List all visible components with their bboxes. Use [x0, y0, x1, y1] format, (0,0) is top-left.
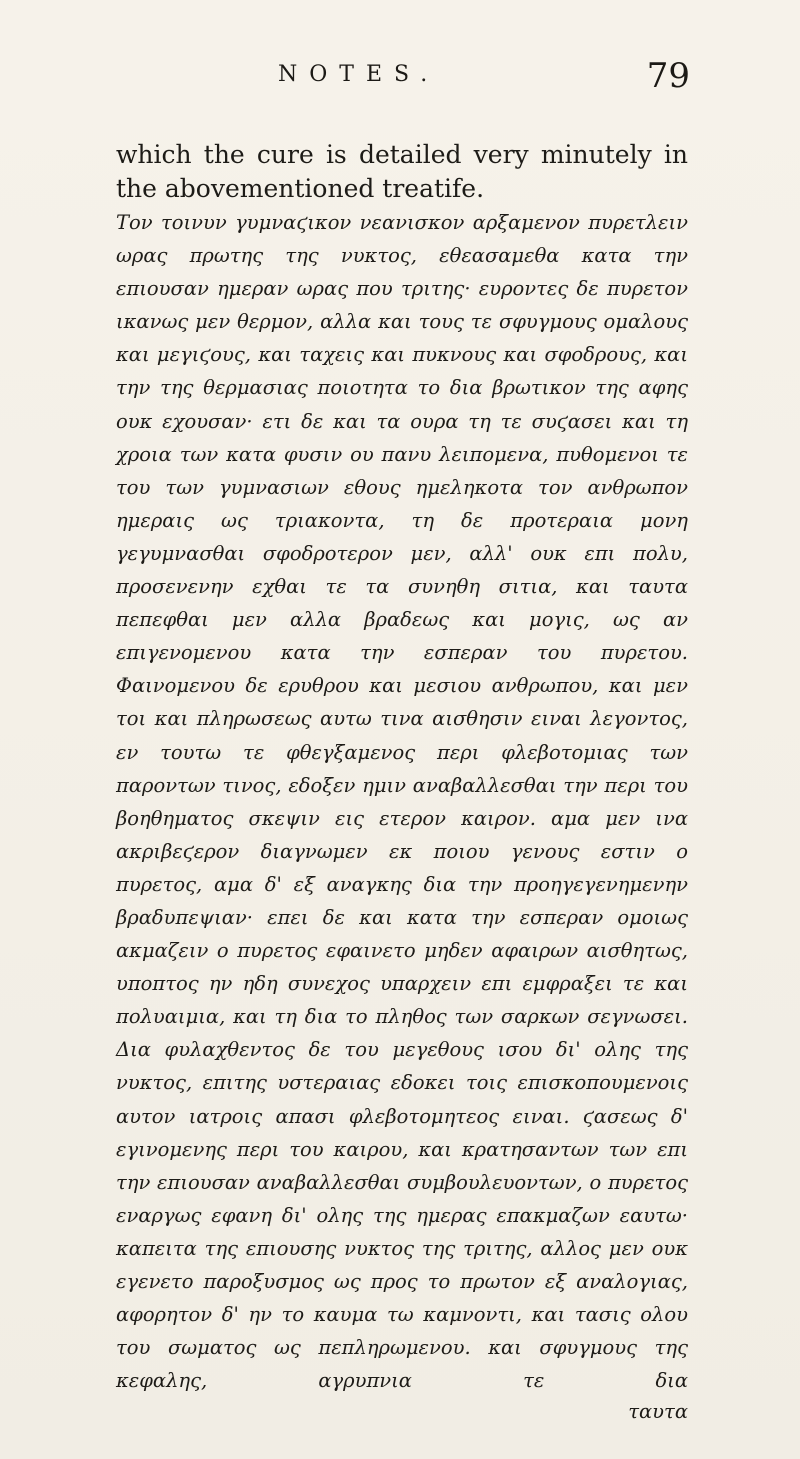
body-text: [116, 138, 688, 1423]
page-header: [108, 56, 690, 102]
page-number: 79: [646, 56, 690, 96]
english-text: which the cure is detailed very minutely in the abovementioned treatife.: [116, 140, 688, 203]
greek-quotation: Τον τοινυν γυμναϛικον νεανισκον αρξαμενον πυρετλειν ωρας πρωτης της νυκτος, εθεασαμεθα κατα την επιουσαν ημεραν ωρας που τριτης· ευροντες δε πυρετον ικανως μεν θερμον, αλλα και τους τε σφυγμους ομαλους και μεγιϛους, και ταχεις και πυκνους και σφοδρους, και την της θερμασιας ποιοτητα το δια βρωτικον της αφης ουκ εχουσαν· ετι δε και τα ουρα τη τε συϛασει και τη χροια των κατα φυσιν ου πανυ λειπομενα, πυθομενοι τε του των γυμνασιων εθους ημεληκοτα τον ανθρωπον ημεραις ως τριακοντα, τη δε προτεραια μονη γεγυμνασθαι σφοδροτερον μεν, αλλ' ουκ επι πολυ, προσενενην εχθαι τε τα συνηθη σιτια, και ταυτα πεπεφθαι μεν αλλα βραδεως και μογις, ως αν επιγενομενου κατα την εσπεραν του πυρετου. Φαινομενου δε ερυθρου και μεσιου ανθρωπου, και μεν τοι και πληρωσεως αυτω τινα αισθησιν ειναι λεγοντος, εν τουτω τε φθεγξαμενος περι φλεβοτομιας των παροντων τινος, εδοξεν ημιν αναβαλλεσθαι την περι του βοηθηματος σκεψιν εις ετερον καιρον. αμα μεν ινα ακριβεϛερον διαγνωμεν εκ ποιου γενους εστιν ο πυρετος, αμα δ' εξ αναγκης δια την προηγεγενημενην βραδυπεψιαν· επει δε και κατα την εσπεραν ομοιως ακμαζειν ο πυρετος εφαινετο μηδεν αφαιρων αισθητως, υποπτος ην ηδη συνεχος υπαρχειν επι εμφραξει τε και πολυαιμια, και τη δια το πληθος των σαρκων σεγνωσει. Δια φυλαχθεντος δε του μεγεθους ισου δι' ολης της νυκτος, επιτης υστεραιας εδοκει τοις επισκοπουμενοις αυτον ιατροις απασι φλεβοτομητεος ειναι. ϛασεως δ' εγινομενης περι του καιρου, και κρατησαντων των επι την επιουσαν αναβαλλεσθαι συμβουλευοντων, ο πυρετος εναργως εφανη δι' ολης της ημερας επακμαζων εαυτω· καπειτα της επιουσης νυκτος της τριτης, αλλος μεν ουκ εγενετο παροξυσμος ως προς το πρωτον εξ αναλογιας, αφορητον δ' ην το καυμα τω καμνοντι, και τασις ολου του σωματος ως πεπληρωμενου. και σφυγμους της κεφαλης, αγρυπνια τε δια: [116, 211, 688, 1393]
catchword: ταυτα: [628, 1400, 688, 1423]
running-head: NOTES.: [278, 62, 440, 87]
